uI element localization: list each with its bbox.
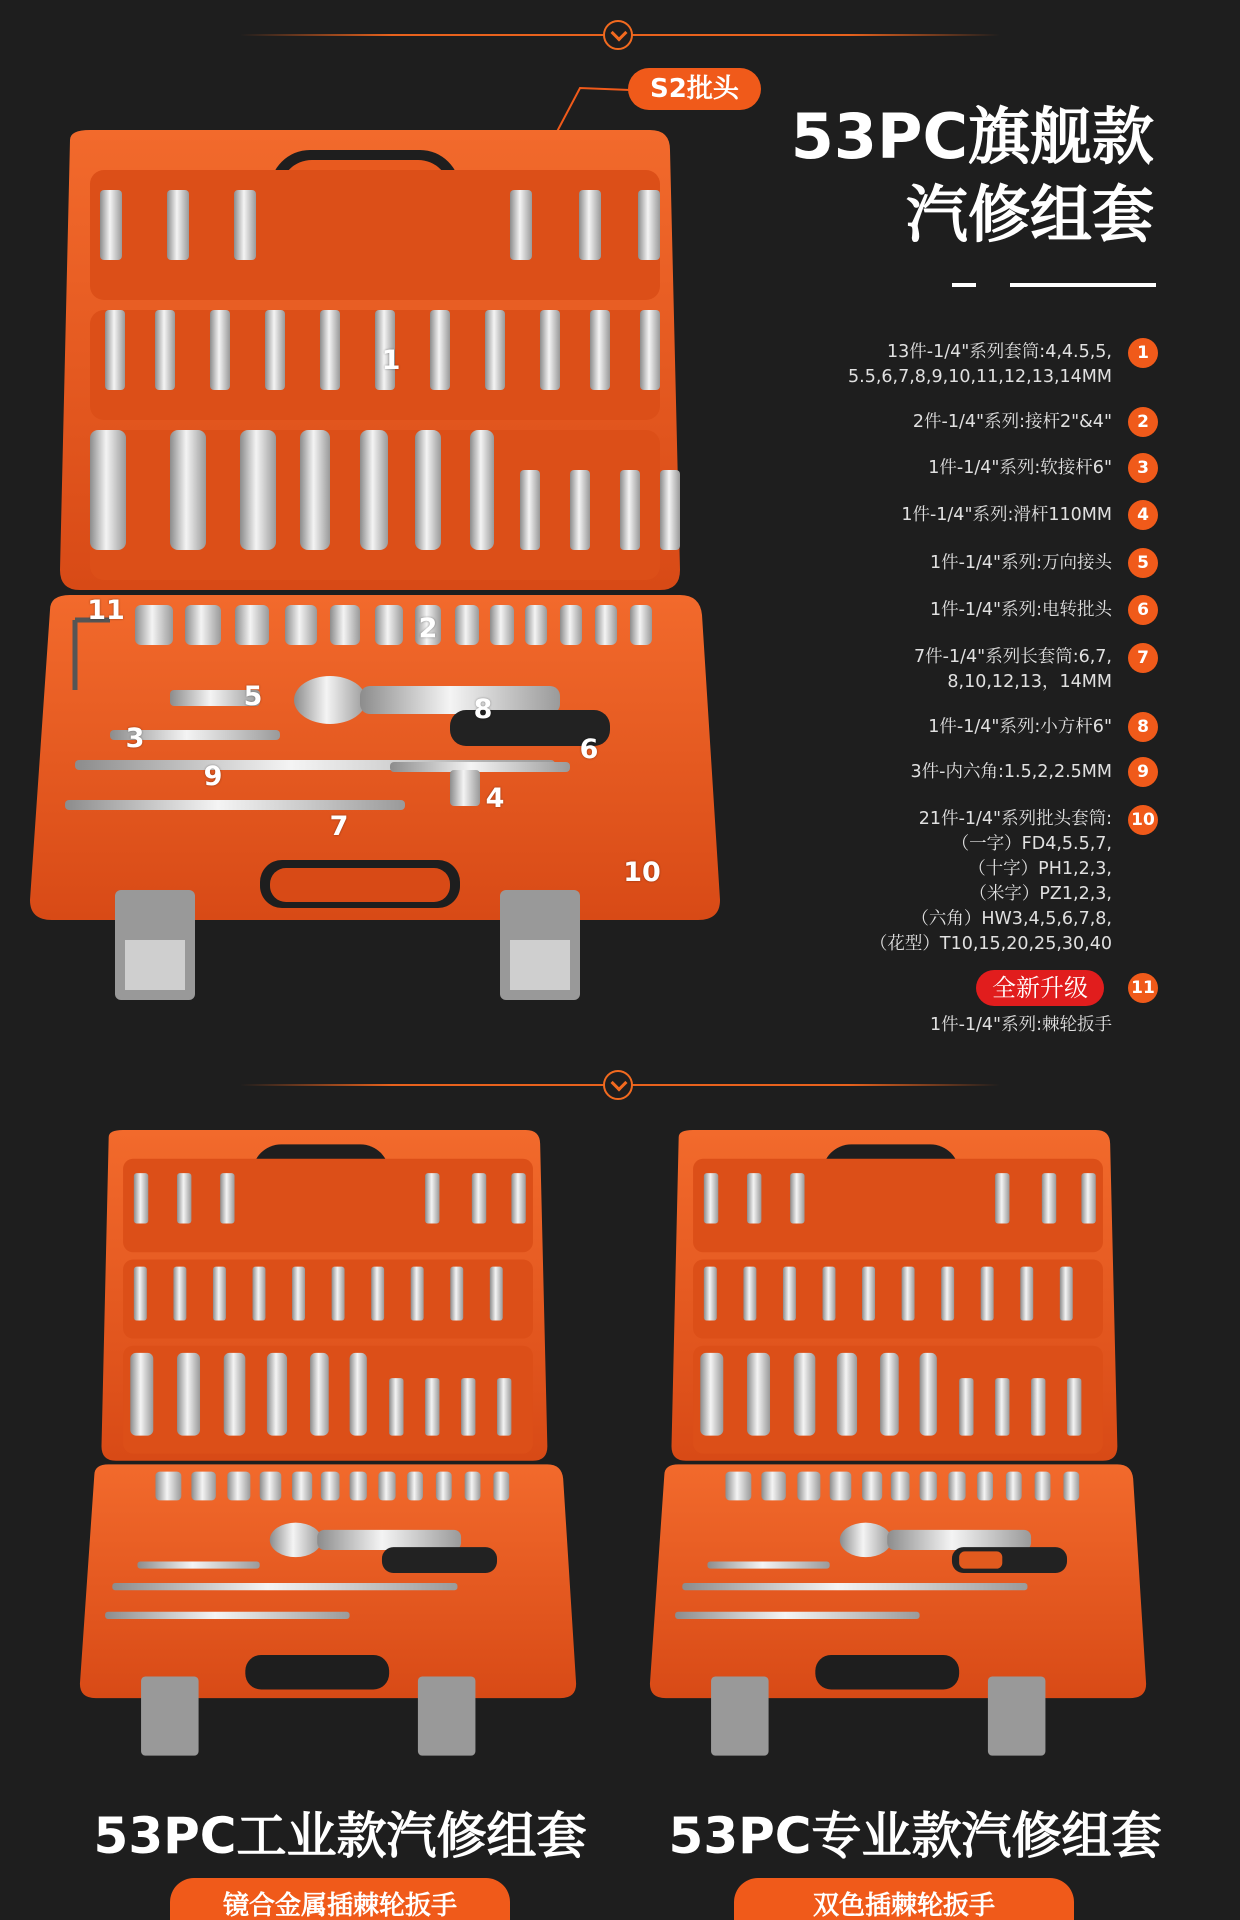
marker-5: 5 bbox=[243, 681, 263, 712]
chevron-down-icon bbox=[603, 1070, 633, 1100]
spec-2-text: 2件-1/4"系列:接杆2"&4" bbox=[912, 412, 1112, 432]
spec-6-text: 1件-1/4"系列:电转批头 bbox=[929, 600, 1112, 620]
professional-set-title: 53PC专业款汽修组套 bbox=[668, 1807, 1162, 1865]
professional-set-subtitle: 双色插棘轮扳手 bbox=[734, 1878, 1074, 1920]
marker-10: 10 bbox=[623, 857, 661, 888]
page-title-line1: 53PC旗舰款 bbox=[790, 100, 1154, 173]
spec-9-number: 9 bbox=[1128, 757, 1158, 787]
spec-8-text: 1件-1/4"系列:小方杆6" bbox=[928, 717, 1112, 737]
page-title-line2: 汽修组套 bbox=[905, 178, 1154, 251]
marker-6: 6 bbox=[579, 734, 599, 765]
spec-4-text: 1件-1/4"系列:滑杆110MM bbox=[901, 505, 1112, 525]
spec-10-text: 21件-1/4"系列批头套筒: （一字）FD4,5.5,7, （十字）PH1,2,3, （米字）PZ1,2,3, （六角）HW3,4,5,6,7,8, （花型）T10,15,20,25,30,40 bbox=[869, 809, 1112, 954]
title-dash-long bbox=[1010, 283, 1156, 287]
spec-6-number: 6 bbox=[1128, 595, 1158, 625]
title-dash-short bbox=[952, 283, 976, 287]
marker-9: 9 bbox=[203, 761, 223, 792]
new-upgrade-badge: 全新升级 bbox=[976, 970, 1104, 1006]
chevron-down-icon bbox=[603, 20, 633, 50]
spec-4-number: 4 bbox=[1128, 500, 1158, 530]
marker-1: 1 bbox=[381, 345, 401, 376]
industrial-set-subtitle: 镜合金属插棘轮扳手 bbox=[170, 1878, 510, 1920]
spec-11-text: 1件-1/4"系列:棘轮扳手 bbox=[929, 1015, 1112, 1035]
spec-5-text: 1件-1/4"系列:万向接头 bbox=[929, 553, 1112, 573]
spec-3-number: 3 bbox=[1128, 453, 1158, 483]
industrial-toolcase-image bbox=[76, 1130, 616, 1770]
s2-bit-callout: S2批头 bbox=[628, 68, 761, 110]
spec-1-number: 1 bbox=[1128, 338, 1158, 368]
marker-7: 7 bbox=[329, 811, 349, 842]
marker-3: 3 bbox=[125, 723, 145, 754]
spec-11-number: 11 bbox=[1128, 973, 1158, 1003]
spec-8-number: 8 bbox=[1128, 712, 1158, 742]
industrial-set-title: 53PC工业款汽修组套 bbox=[93, 1807, 587, 1865]
spec-9-text: 3件-内六角:1.5,2,2.5MM bbox=[910, 762, 1112, 782]
spec-7-number: 7 bbox=[1128, 643, 1158, 673]
marker-8: 8 bbox=[473, 694, 493, 725]
spec-7-text: 7件-1/4"系列长套筒:6,7, 8,10,12,13，14MM bbox=[914, 647, 1112, 692]
marker-4: 4 bbox=[485, 783, 505, 814]
spec-10-number: 10 bbox=[1128, 805, 1158, 835]
spec-5-number: 5 bbox=[1128, 548, 1158, 578]
spec-2-number: 2 bbox=[1128, 407, 1158, 437]
spec-3-text: 1件-1/4"系列:软接杆6" bbox=[928, 458, 1112, 478]
marker-11: 11 bbox=[87, 595, 125, 626]
professional-toolcase-image bbox=[646, 1130, 1186, 1770]
spec-1-text: 13件-1/4"系列套筒:4,4.5,5, 5.5,6,7,8,9,10,11,12,13,14MM bbox=[848, 342, 1112, 387]
marker-2: 2 bbox=[418, 613, 438, 644]
